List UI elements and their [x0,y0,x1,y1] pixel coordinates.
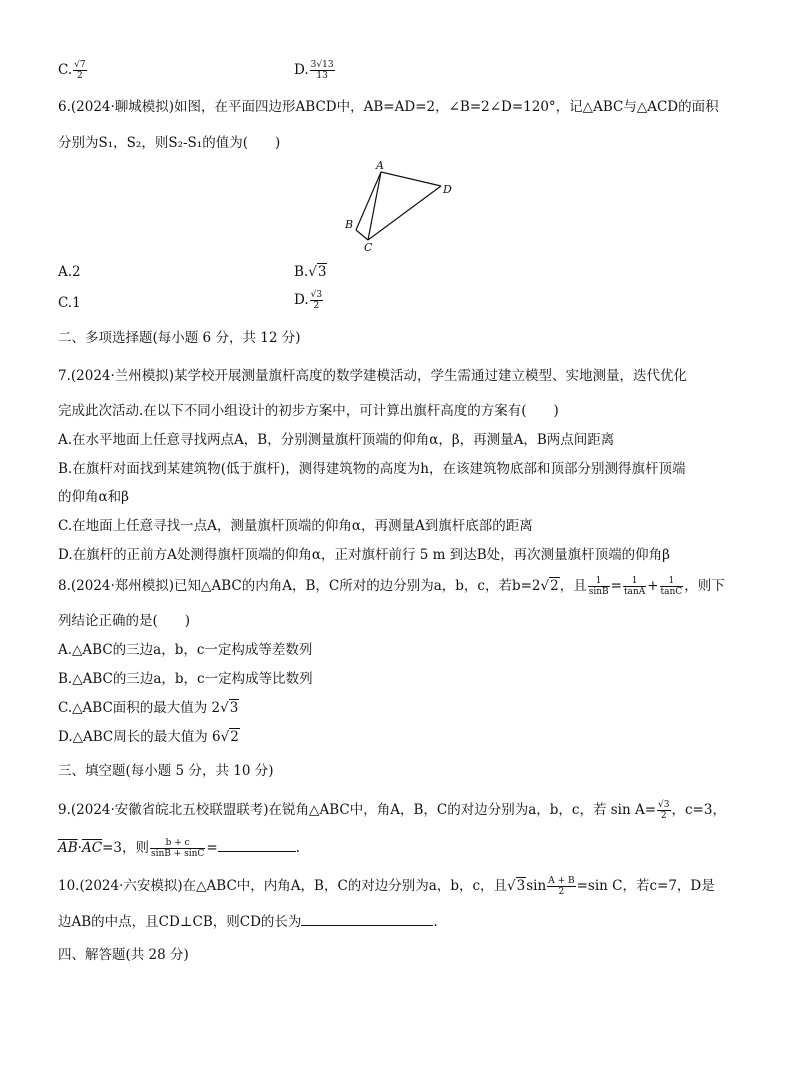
q7-option-b-line2[interactable]: 的仰角α和β [58,489,129,505]
q8-option-c[interactable]: C.△ABC面积的最大值为 2√3 [58,700,239,716]
q9-fraction-expression: $\frac{b + c}{\sin B + \sin C}$ [150,838,205,859]
q9-fraction-sqrt3-over-2: $\frac{√3}{2}$ [658,800,670,821]
q8-option-d[interactable]: D.△ABC周长的最大值为 6√2 [58,729,239,745]
q6-stem-line2: 分别为S₁，S₂，则S₂-S₁的值为( ) [58,135,281,151]
diagonal-ac [368,172,381,240]
q7-stem-line2: 完成此次活动.在以下不同小组设计的初步方案中，可计算出旗杆高度的方案有( ) [58,403,559,419]
edge-da [381,172,441,186]
q6-option-b[interactable]: B.√3 [294,264,327,280]
q6-option-d-fraction: $\frac{√3}{2}$ [310,290,323,311]
q7-option-a[interactable]: A.在水平地面上任意寻找两点A，B，分别测量旗杆顶端的仰角α，β，再测量A，B两点间距离 [58,432,615,448]
q7-option-d[interactable]: D.在旗杆的正前方A处测得旗杆顶端的仰角α，正对旗杆前行 5 m 到达B处，再次测量旗杆顶端的仰角β [58,547,670,563]
q8-stem-line2: 列结论正确的是( ) [58,613,191,629]
edge-bc [356,230,368,240]
q10-stem-line1: 10.(2024·六安模拟)在△ABC中，内角A，B，C的对边分别为a，b，c，且√3sin $\frac{A + B}{2}$ =sin C，若c=7，D是 [58,876,715,897]
q10-answer-blank[interactable] [301,925,433,926]
edge-ab [356,172,381,230]
q10-fraction-a-plus-b-over-2: $\frac{A + B}{2}$ [548,876,575,897]
section-multiple-choice-heading: 二、多项选择题(每小题 6 分，共 12 分) [58,330,301,346]
section-solutions-heading: 四、解答题(共 28 分) [58,947,189,963]
q5-option-c-fraction: $\frac{√7}{2}$ [74,60,86,81]
quadrilateral-abcd-figure [340,158,460,254]
q7-stem-line1: 7.(2024·兰州模拟)某学校开展测量旗杆高度的数学建模活动，学生需通过建立模型、实地测量，迭代优化 [58,368,688,384]
q8-fraction-sinb: $\frac{1}{\sin B}$ [588,576,609,597]
vector-ac: $\overline{AC}$ [81,840,103,856]
q9-stem-line1: 9.(2024·安徽省皖北五校联盟联考)在锐角△ABC中，角A，B，C的对边分别为a，b，c，若 sin A= $\frac{√3}{2}$ ，c=3， [58,800,726,821]
q7-option-b-line1[interactable]: B.在旗杆对面找到某建筑物(低于旗杆)，测得建筑物的高度为h，在该建筑物底部和顶部分别测得旗杆顶端 [58,461,686,477]
label-b: B [345,218,354,231]
q8-fraction-tanc: $\frac{1}{\tan C}$ [660,576,683,597]
label-a: A [376,159,384,172]
q10-stem-line2: 边AB的中点，且CD⊥CB，则CD的长为 . [58,914,438,930]
q8-fraction-tana: $\frac{1}{\tan A}$ [623,576,646,597]
q6-option-a[interactable]: A.2 [58,264,81,280]
q5-option-d[interactable]: D. $\frac{3√13}{13}$ [294,60,334,81]
q9-stem-line2: $\overline{AB}\cdot\overline{AC}=3$，则 $\frac{b + c}{\sin B + \sin C}$ = . [58,838,300,859]
q9-answer-blank[interactable] [218,851,296,852]
vector-ab: $\overline{AB}$ [58,840,78,856]
label-c: C [364,241,373,254]
section-fill-in-heading: 三、填空题(每小题 5 分，共 10 分) [58,763,274,779]
q8-option-b[interactable]: B.△ABC的三边a，b，c一定构成等比数列 [58,671,313,687]
q7-option-c[interactable]: C.在地面上任意寻找一点A，测量旗杆顶端的仰角α，再测量A到旗杆底部的距离 [58,518,533,534]
q8-stem-line1: 8.(2024·郑州模拟)已知△ABC的内角A，B，C所对的边分别为a，b，c，若b=2√2，且 $\frac{1}{\sin B}$ = $\frac{1}{\tan A}$ + $\frac{1}{\tan C}$ ，则下 [58,576,725,597]
q5-option-c[interactable]: C. $\frac{√7}{2}$ [58,60,86,81]
label-d: D [443,183,452,196]
edge-cd [368,186,441,240]
q6-stem-line1: 6.(2024·聊城模拟)如图，在平面四边形ABCD中，AB=AD=2，∠B=2∠D=120°，记△ABC与△ACD的面积 [58,99,719,115]
q6-option-d[interactable]: D. $\frac{√3}{2}$ [294,290,323,311]
q5-option-d-fraction: $\frac{3√13}{13}$ [310,60,334,81]
q8-option-a[interactable]: A.△ABC的三边a，b，c一定构成等差数列 [58,642,313,658]
q6-option-c[interactable]: C.1 [58,295,81,311]
